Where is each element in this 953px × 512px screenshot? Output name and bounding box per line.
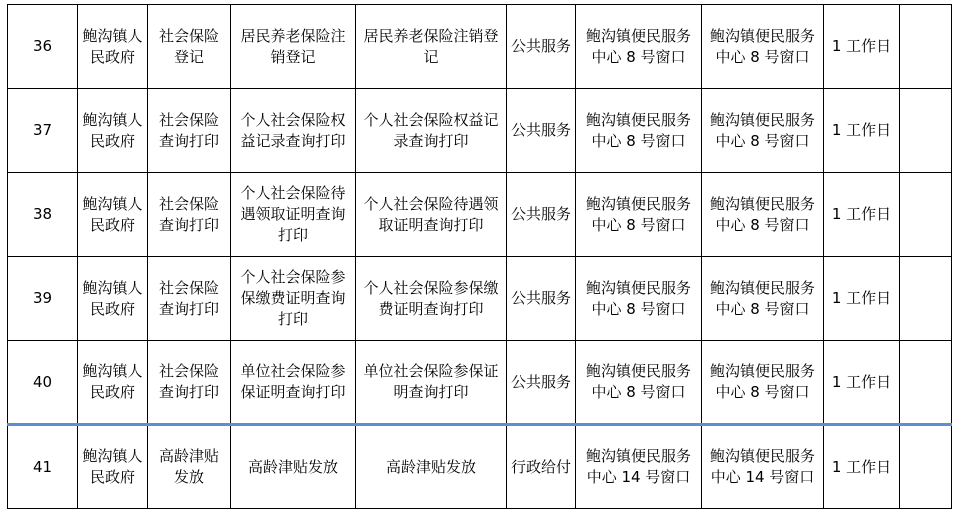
item-name-cell: 个人社会保险权益记录查询打印 (231, 89, 356, 173)
category-cell: 社会保险查询打印 (148, 341, 231, 425)
empty-cell (900, 257, 952, 341)
sub-item-cell: 个人社会保险权益记录查询打印 (356, 89, 507, 173)
empty-cell (900, 89, 952, 173)
location-cell: 鲍沟镇便民服务中心 8 号窗口 (576, 257, 702, 341)
row-number: 38 (8, 173, 78, 257)
window-cell: 鲍沟镇便民服务中心 8 号窗口 (702, 5, 824, 89)
sub-item-cell: 个人社会保险参保缴费证明查询打印 (356, 257, 507, 341)
category-cell: 高龄津贴发放 (148, 425, 231, 509)
department-cell: 鲍沟镇人民政府 (78, 5, 148, 89)
duration-cell: 1 工作日 (824, 257, 900, 341)
sub-item-cell: 单位社会保险参保证明查询打印 (356, 341, 507, 425)
item-type-cell: 公共服务 (507, 5, 576, 89)
department-cell: 鲍沟镇人民政府 (78, 257, 148, 341)
item-type-cell: 公共服务 (507, 89, 576, 173)
duration-cell: 1 工作日 (824, 5, 900, 89)
department-cell: 鲍沟镇人民政府 (78, 425, 148, 509)
row-number: 36 (8, 5, 78, 89)
duration-cell: 1 工作日 (824, 425, 900, 509)
department-cell: 鲍沟镇人民政府 (78, 173, 148, 257)
location-cell: 鲍沟镇便民服务中心 8 号窗口 (576, 89, 702, 173)
item-type-cell: 公共服务 (507, 341, 576, 425)
location-cell: 鲍沟镇便民服务中心 14 号窗口 (576, 425, 702, 509)
row-number: 40 (8, 341, 78, 425)
location-cell: 鲍沟镇便民服务中心 8 号窗口 (576, 5, 702, 89)
empty-cell (900, 425, 952, 509)
item-type-cell: 行政给付 (507, 425, 576, 509)
item-type-cell: 公共服务 (507, 173, 576, 257)
category-cell: 社会保险查询打印 (148, 257, 231, 341)
duration-cell: 1 工作日 (824, 341, 900, 425)
row-number: 37 (8, 89, 78, 173)
row-number: 39 (8, 257, 78, 341)
window-cell: 鲍沟镇便民服务中心 8 号窗口 (702, 341, 824, 425)
empty-cell (900, 173, 952, 257)
department-cell: 鲍沟镇人民政府 (78, 341, 148, 425)
item-type-cell: 公共服务 (507, 257, 576, 341)
location-cell: 鲍沟镇便民服务中心 8 号窗口 (576, 173, 702, 257)
category-cell: 社会保险查询打印 (148, 89, 231, 173)
item-name-cell: 高龄津贴发放 (231, 425, 356, 509)
sub-item-cell: 居民养老保险注销登记 (356, 5, 507, 89)
sub-item-cell: 高龄津贴发放 (356, 425, 507, 509)
duration-cell: 1 工作日 (824, 89, 900, 173)
service-items-table (7, 4, 952, 509)
window-cell: 鲍沟镇便民服务中心 14 号窗口 (702, 425, 824, 509)
window-cell: 鲍沟镇便民服务中心 8 号窗口 (702, 89, 824, 173)
item-name-cell: 个人社会保险待遇领取证明查询打印 (231, 173, 356, 257)
location-cell: 鲍沟镇便民服务中心 8 号窗口 (576, 341, 702, 425)
table-row (8, 89, 952, 173)
category-cell: 社会保险登记 (148, 5, 231, 89)
category-cell: 社会保险查询打印 (148, 173, 231, 257)
table-row (8, 257, 952, 341)
duration-cell: 1 工作日 (824, 173, 900, 257)
window-cell: 鲍沟镇便民服务中心 8 号窗口 (702, 173, 824, 257)
empty-cell (900, 341, 952, 425)
item-name-cell: 个人社会保险参保缴费证明查询打印 (231, 257, 356, 341)
empty-cell (900, 5, 952, 89)
item-name-cell: 居民养老保险注销登记 (231, 5, 356, 89)
table-row (8, 341, 952, 425)
table-row (8, 173, 952, 257)
row-number: 41 (8, 425, 78, 509)
item-name-cell: 单位社会保险参保证明查询打印 (231, 341, 356, 425)
sub-item-cell: 个人社会保险待遇领取证明查询打印 (356, 173, 507, 257)
department-cell: 鲍沟镇人民政府 (78, 89, 148, 173)
window-cell: 鲍沟镇便民服务中心 8 号窗口 (702, 257, 824, 341)
table-row (8, 5, 952, 89)
table-row (8, 425, 952, 509)
